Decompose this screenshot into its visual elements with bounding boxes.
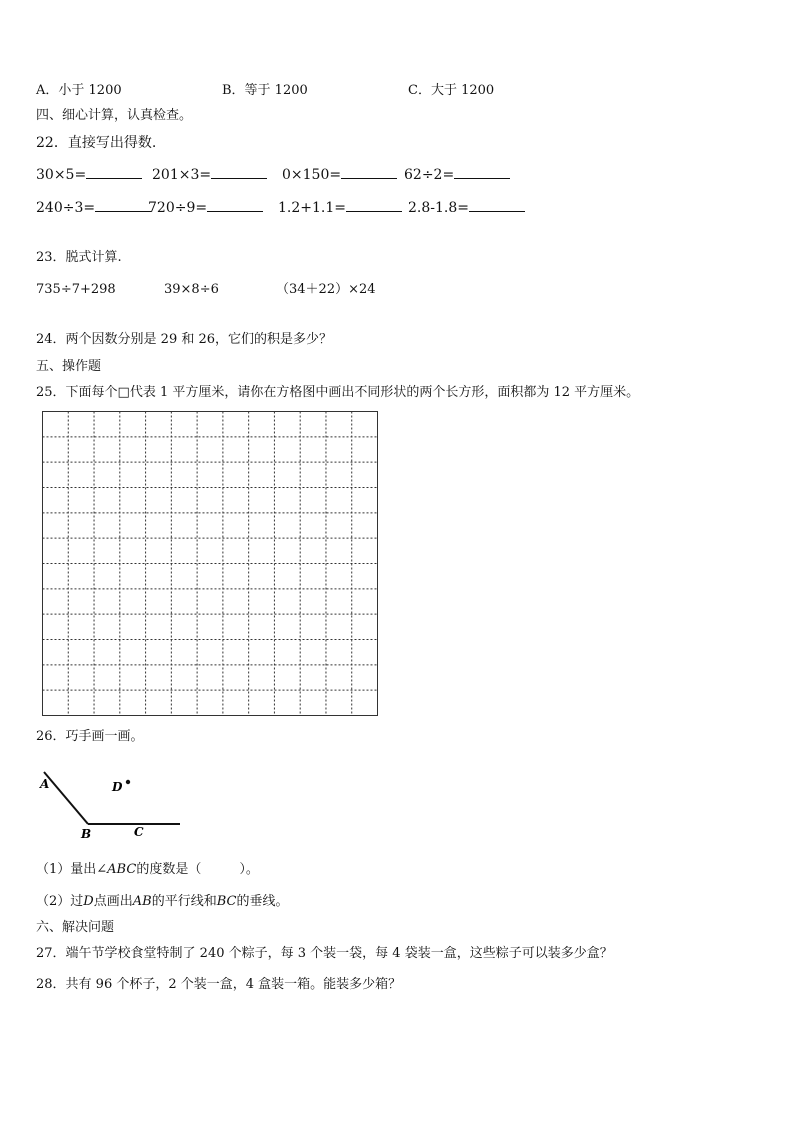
q26-sub2: （2）过D点画出AB的平行线和BC的垂线。 xyxy=(36,894,289,909)
q26-sub1: （1）量出∠ABC的度数是（ ）。 xyxy=(36,862,259,877)
ray-ba xyxy=(44,772,88,824)
q22-item: 1.2+1.1= xyxy=(278,199,402,217)
q25-text: 25．下面每个□代表 1 平方厘米，请你在方格图中画出不同形状的两个长方形，面积都为 12 平方厘米。 xyxy=(36,385,640,400)
label-c: C xyxy=(134,825,144,839)
q23-title: 23．脱式计算. xyxy=(36,250,122,265)
option-c: C．大于 1200 xyxy=(408,83,495,98)
q26-title: 26．巧手画一画。 xyxy=(36,729,144,744)
option-a: A．小于 1200 xyxy=(36,83,122,98)
square-grid[interactable] xyxy=(42,411,382,719)
q22-item: 62÷2= xyxy=(404,166,510,184)
q22-item: 30×5= xyxy=(36,166,142,184)
q22-item: 2.8-1.8= xyxy=(408,199,525,217)
label-a: A xyxy=(40,777,50,791)
q22-item: 240÷3= xyxy=(36,199,151,217)
q22-item: 201×3= xyxy=(152,166,267,184)
q23-expression: 735÷7+298 xyxy=(36,282,116,297)
section-6-heading: 六、解决问题 xyxy=(36,920,115,935)
section-4-heading: 四、细心计算，认真检查。 xyxy=(36,108,193,123)
q24-text: 24．两个因数分别是 29 和 26，它们的积是多少？ xyxy=(36,332,333,347)
section-5-heading: 五、操作题 xyxy=(36,359,102,374)
option-b: B．等于 1200 xyxy=(222,83,308,98)
q22-item: 720÷9= xyxy=(148,199,263,217)
q22-item: 0×150= xyxy=(282,166,397,184)
label-b: B xyxy=(81,827,92,841)
point-d xyxy=(126,780,130,784)
q23-expression: （34＋22）×24 xyxy=(276,282,376,297)
label-d: D xyxy=(112,780,123,794)
q23-expression: 39×8÷6 xyxy=(164,282,219,297)
angle-figure xyxy=(34,766,194,842)
q22-title: 22．直接写出得数. xyxy=(36,135,157,151)
q27-text: 27．端午节学校食堂特制了 240 个粽子，每 3 个装一袋，每 4 袋装一盒，这些粽子可以装多少盒？ xyxy=(36,946,613,961)
q28-text: 28．共有 96 个杯子，2 个装一盒，4 盒装一箱。能装多少箱？ xyxy=(36,977,402,992)
